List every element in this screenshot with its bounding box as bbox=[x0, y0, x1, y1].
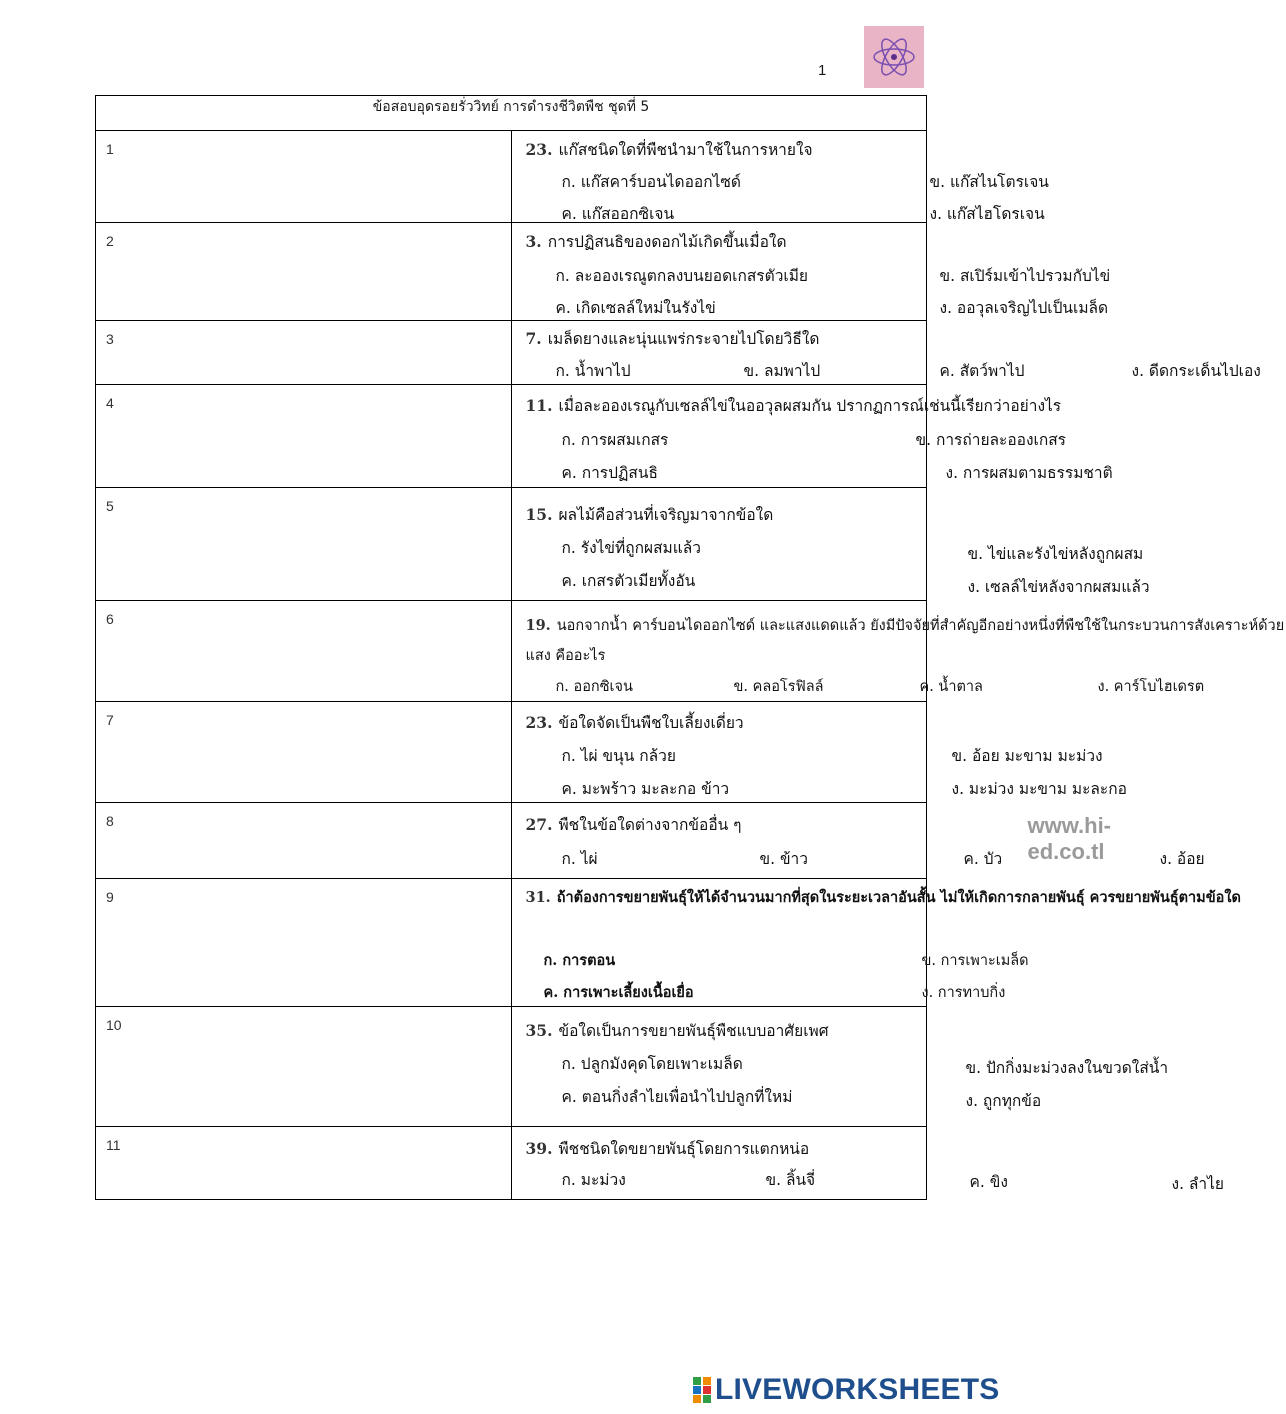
question-text: พืชในข้อใดต่างจากข้ออื่น ๆ bbox=[558, 816, 742, 834]
question-row bbox=[96, 601, 927, 702]
option-c[interactable]: ค. ขิง bbox=[969, 1173, 1008, 1191]
option-d[interactable]: ง. แก๊สไฮโดรเจน bbox=[929, 205, 1045, 223]
question-index: 1 bbox=[96, 131, 512, 223]
question-row bbox=[96, 223, 927, 321]
question-index: 9 bbox=[96, 879, 512, 1007]
question-cell bbox=[511, 385, 1113, 488]
option-c[interactable]: ค. น้ำตาล bbox=[919, 679, 983, 695]
option-a[interactable]: ก. แก๊สคาร์บอนไดออกไซด์ bbox=[561, 173, 741, 191]
question-text: ผลไม้คือส่วนที่เจริญมาจากข้อใด bbox=[558, 506, 774, 524]
question-row bbox=[96, 321, 927, 385]
option-a[interactable]: ก. ปลูกมังคุดโดยเพาะเมล็ด bbox=[561, 1055, 743, 1073]
question-index: 7 bbox=[96, 702, 512, 803]
option-c[interactable]: ค. เกิดเซลล์ใหม่ในรังไข่ bbox=[555, 299, 716, 317]
question-index: 4 bbox=[96, 385, 512, 488]
option-a[interactable]: ก. รังไข่ที่ถูกผสมแล้ว bbox=[561, 539, 701, 557]
question-number: 23. bbox=[525, 713, 553, 732]
exam-table bbox=[95, 95, 1285, 1200]
option-b[interactable]: ข. สเปิร์มเข้าไปรวมกับไข่ bbox=[939, 267, 1111, 285]
option-b[interactable]: ข. อ้อย มะขาม มะม่วง bbox=[951, 747, 1103, 765]
option-a[interactable]: ก. การตอน bbox=[543, 952, 616, 969]
option-b[interactable]: ข. คลอโรฟิลล์ bbox=[733, 679, 824, 695]
question-index: 11 bbox=[96, 1127, 512, 1200]
question-number: 35. bbox=[525, 1021, 553, 1040]
brand-name: LIVEWORKSHEETS bbox=[715, 1373, 1000, 1406]
question-index: 3 bbox=[96, 321, 512, 385]
question-cell bbox=[511, 702, 1127, 803]
option-c[interactable]: ค. บัว bbox=[963, 850, 1003, 868]
title-row bbox=[96, 96, 927, 131]
option-b[interactable]: ข. ลมพาไป bbox=[743, 362, 821, 380]
option-a[interactable]: ก. ไผ่ ขนุน กล้วย bbox=[561, 747, 676, 765]
option-a[interactable]: ก. การผสมเกสร bbox=[561, 431, 669, 449]
question-text: การปฏิสนธิของดอกไม้เกิดขึ้นเมื่อใด bbox=[547, 233, 787, 251]
question-number: 19. bbox=[525, 617, 551, 634]
question-cell bbox=[511, 131, 1049, 223]
question-row bbox=[96, 1127, 927, 1200]
exam-title: ข้อสอบอุดรอยรั่ววิทย์ การดำรงชีวิตพืช ชุดที่ 5 bbox=[96, 96, 927, 131]
option-c[interactable]: ค. การเพาะเลี้ยงเนื้อเยื่อ bbox=[543, 984, 694, 1001]
question-number: 39. bbox=[525, 1139, 553, 1158]
option-b[interactable]: ข. แก๊สไนโตรเจน bbox=[929, 173, 1049, 191]
school-logo bbox=[864, 26, 924, 88]
option-b[interactable]: ข. ปักกิ่งมะม่วงลงในขวดใส่น้ำ bbox=[965, 1059, 1169, 1077]
question-text: แก๊สชนิดใดที่พืชนำมาใช้ในการหายใจ bbox=[558, 141, 813, 159]
question-text: ถ้าต้องการขยายพันธุ์ให้ได้จำนวนมากที่สุดในระยะเวลาอันสั้น ไม่ให้เกิดการกลายพันธุ์ ควรขยายพันธุ์ตามข้อใด bbox=[556, 889, 1241, 906]
watermark-url: www.hi-ed.co.tl bbox=[1027, 813, 1112, 864]
question-text: ข้อใดเป็นการขยายพันธุ์พืชแบบอาศัยเพศ bbox=[558, 1022, 829, 1040]
question-text: ข้อใดจัดเป็นพืชใบเลี้ยงเดี่ยว bbox=[558, 714, 744, 732]
option-d[interactable]: ง. เซลล์ไข่หลังจากผสมแล้ว bbox=[967, 578, 1150, 596]
question-row bbox=[96, 131, 927, 223]
option-b[interactable]: ข. การถ่ายละอองเกสร bbox=[915, 431, 1067, 449]
question-index: 2 bbox=[96, 223, 512, 321]
question-cell bbox=[511, 601, 1285, 702]
option-c[interactable]: ค. แก๊สออกซิเจน bbox=[561, 205, 675, 223]
question-number: 27. bbox=[525, 815, 553, 834]
question-number: 15. bbox=[525, 505, 553, 524]
option-c[interactable]: ค. การปฏิสนธิ bbox=[561, 464, 658, 482]
option-a[interactable]: ก. ไผ่ bbox=[561, 850, 598, 868]
question-index: 5 bbox=[96, 488, 512, 601]
question-text: นอกจากน้ำ คาร์บอนไดออกไซด์ และแสงแดดแล้ว ยังมีปัจจัยที่สำคัญอีกอย่างหนึ่งที่พืชใช้ในกระบวนการสังเคราะห์ด้วยแสง คืออะไร bbox=[525, 618, 1285, 664]
question-row bbox=[96, 879, 927, 1007]
question-row bbox=[96, 385, 927, 488]
option-d[interactable]: ง. มะม่วง มะขาม มะละกอ bbox=[951, 780, 1127, 798]
option-a[interactable]: ก. น้ำพาไป bbox=[555, 362, 631, 380]
option-a[interactable]: ก. ละอองเรณูตกลงบนยอดเกสรตัวเมีย bbox=[555, 267, 808, 285]
page-number: 1 bbox=[818, 62, 827, 79]
question-row bbox=[96, 702, 927, 803]
question-row bbox=[96, 488, 927, 601]
question-text: เมื่อละอองเรณูกับเซลล์ไข่ในออวุลผสมกัน ปรากฏการณ์เช่นนี้เรียกว่าอย่างไร bbox=[558, 397, 1062, 415]
atom-icon bbox=[871, 34, 917, 80]
liveworksheets-brand[interactable] bbox=[692, 1373, 1000, 1407]
liveworksheets-logo-icon bbox=[692, 1376, 712, 1404]
question-row bbox=[96, 1007, 927, 1127]
question-cell bbox=[511, 879, 1241, 1007]
question-cell bbox=[511, 223, 1111, 321]
question-index: 10 bbox=[96, 1007, 512, 1127]
option-b[interactable]: ข. ลิ้นจี่ bbox=[765, 1171, 816, 1189]
option-d[interactable]: ง. ออวุลเจริญไปเป็นเมล็ด bbox=[939, 299, 1109, 317]
question-index: 6 bbox=[96, 601, 512, 702]
option-d[interactable]: ง. ดีดกระเด็นไปเอง bbox=[1131, 362, 1261, 380]
question-cell bbox=[511, 321, 1261, 385]
option-c[interactable]: ค. สัตว์พาไป bbox=[939, 362, 1025, 380]
question-number: 31. bbox=[525, 889, 551, 906]
option-d[interactable]: ง. การทาบกิ่ง bbox=[921, 985, 1006, 1001]
question-index: 8 bbox=[96, 803, 512, 879]
question-cell bbox=[511, 1127, 1225, 1200]
question-number: 3. bbox=[525, 232, 542, 251]
question-cell bbox=[511, 1007, 1169, 1127]
option-c[interactable]: ค. ตอนกิ่งลำไยเพื่อนำไปปลูกที่ใหม่ bbox=[561, 1088, 793, 1106]
option-c[interactable]: ค. เกสรตัวเมียทั้งอัน bbox=[561, 572, 696, 590]
option-d[interactable]: ง. การผสมตามธรรมชาติ bbox=[945, 464, 1113, 482]
question-cell bbox=[511, 488, 1150, 601]
option-d[interactable]: ง. ถูกทุกข้อ bbox=[965, 1092, 1042, 1110]
question-text: พืชชนิดใดขยายพันธุ์โดยการแตกหน่อ bbox=[558, 1140, 810, 1158]
option-a[interactable]: ก. มะม่วง bbox=[561, 1171, 626, 1189]
question-number: 7. bbox=[525, 329, 542, 348]
option-d[interactable]: ง. คาร์โบไฮเดรต bbox=[1097, 679, 1205, 695]
option-c[interactable]: ค. มะพร้าว มะละกอ ข้าว bbox=[561, 780, 730, 798]
question-row bbox=[96, 803, 927, 879]
question-text: เมล็ดยางและนุ่นแพร่กระจายไปโดยวิธีใด bbox=[547, 330, 820, 348]
option-a[interactable]: ก. ออกซิเจน bbox=[555, 679, 633, 695]
question-number: 11. bbox=[525, 396, 553, 415]
question-cell bbox=[511, 803, 1205, 879]
option-d[interactable]: ง. ลำไย bbox=[1171, 1175, 1225, 1193]
option-b[interactable]: ข. การเพาะเมล็ด bbox=[921, 953, 1029, 969]
option-b[interactable]: ข. ไข่และรังไข่หลังถูกผสม bbox=[967, 545, 1144, 563]
option-d[interactable]: ง. อ้อย bbox=[1159, 850, 1205, 868]
option-b[interactable]: ข. ข้าว bbox=[759, 850, 808, 868]
question-number: 23. bbox=[525, 140, 553, 159]
